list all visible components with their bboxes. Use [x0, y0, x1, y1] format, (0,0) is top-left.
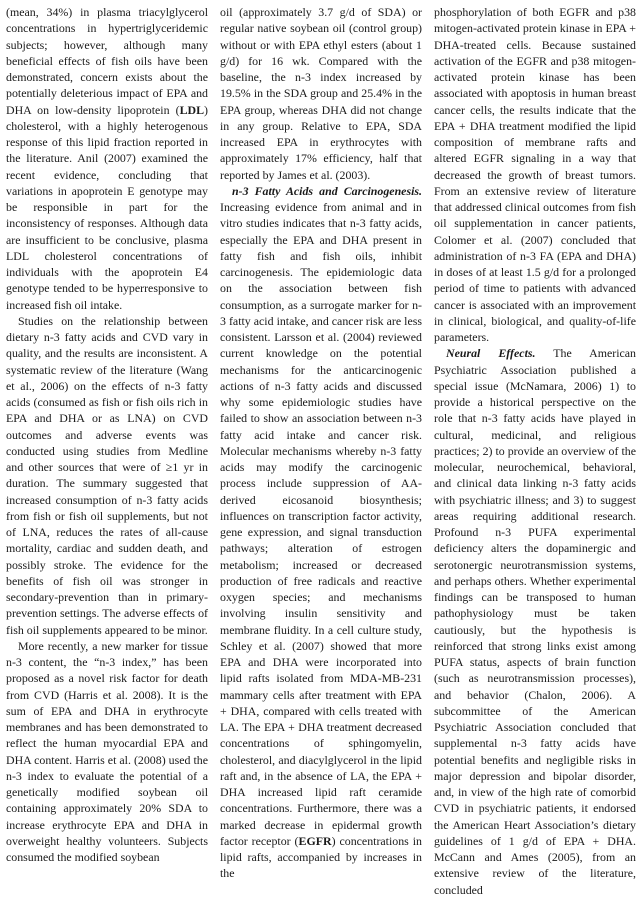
text-column-right [434, 4, 636, 896]
paragraph-text: ) cholesterol, with a highly heterogenous response of this lipid fraction reported in the literature. Anil (2007) examined the recent evidence, concluding that variations in apoprotein E genotype may be responsible in part for the inconsistency of responses. Although data are insufficient to be conclusive, plasma LDL cholesterol concentrations of individuals with the apoprotein E4 genotype tended to be hyperresponsive to increased fish oil intake. [6, 102, 208, 312]
paragraph [6, 638, 208, 866]
paragraph-text: (mean, 34%) in plasma triacylglycerol concentrations in hypertriglyceridemic subjects; however, although many beneficial effects of fish oils have been demonstrated, concern exists about the potentially deleterious impact of EPA and DHA on low-density lipoprotein ( [6, 5, 208, 117]
paragraph [220, 183, 422, 882]
paragraph-text: Increasing evidence from animal and in vitro studies indicates that n-3 fatty acids, especially the EPA and DHA present in fatty fish and fish oils, inhibit carcinogenesis. The epidemiologic data on the association between fish consumption, as a surrogate marker for n-3 fatty acid intake, and cancer risk are less consistent. Larsson et al. (2004) reviewed current knowledge on the potential mechanisms for the anticarcinogenic actions of n-3 fatty acids and discussed why some epidemiologic studies have failed to show an association between n-3 fatty acid intake and cancer risk. Molecular mechanisms whereby n-3 fatty acids may modify the carcinogenic process include suppression of AA-derived eicosanoid biosynthesis; influences on transcription factor activity, gene expression, and signal transduction pathways; alteration of estrogen metabolism; increased or decreased production of free radicals and reactive oxygen species; and mechanisms involving insulin sensitivity and membrane fluidity. In a cell culture study, Schley et al. (2007) showed that more EPA and DHA were incorporated into lipid rafts isolated from MDA-MB-231 mammary cells after treatment with EPA + DHA, compared with cells treated with LA. The EPA + DHA treatment decreased concentrations of sphingomyelin, cholesterol, and diacylglycerol in the lipid raft and, in the absence of LA, the EPA + DHA increased lipid raft ceramide concentrations. Furthermore, there was a marked decrease in epidermal growth factor receptor ( [220, 200, 422, 848]
text-column-left [6, 4, 208, 896]
section-heading: n-3 Fatty Acids and Carcinogenesis. [232, 183, 422, 198]
abbreviation-term: EGFR [298, 833, 332, 848]
paragraph [6, 4, 208, 313]
article-page [6, 4, 636, 896]
paragraph [434, 345, 636, 896]
paragraph-text: phosphorylation of both EGFR and p38 mitogen-activated protein kinase in EPA + DHA-treated cells. Because sustained activation of the EGFR and p38 mitogen-activated protein kinase has been associated with apoptosis in human breast cancer cells, the results indicate that the EPA + DHA treatment modified the lipid composition of membrane rafts and altered EGFR signaling in a way that decreased the growth of breast tumors. From an extensive review of literature that addressed clinical outcomes from fish oil supplementation in cancer patients, Colomer et al. (2007) concluded that administration of n-3 FA (EPA and DHA) in doses of at least 1.5 g/d for a prolonged period of time to patients with advanced cancer is associated with an improvement in clinical, biological, and quality-of-life parameters. [434, 5, 636, 344]
paragraph-text: More recently, a new marker for tissue n-3 content, the “n-3 index,” has been proposed as a novel risk factor for death from CVD (Harris et al. 2008). It is the sum of EPA and DHA in erythrocyte membranes and has been demonstrated to reflect the human myocardial EPA and DHA content. Harris et al. (2008) used the n-3 index to evaluate the potential of a genetically modified soybean oil containing approximately 20% SDA to increase erythrocyte EPA and DHA in overweight healthy volunteers. Subjects consumed the modified soybean [6, 638, 208, 864]
paragraph [434, 4, 636, 345]
paragraph-text: oil (approximately 3.7 g/d of SDA) or regular native soybean oil (control group) without or with EPA ethyl esters (about 1 g/d) for 16 wk. Compared with the baseline, the n-3 index increased by 19.5% in the SDA group and 25.4% in the EPA group, whereas DHA did not change in any group. Relative to EPA, SDA increased EPA in erythrocytes with approximately 17% efficiency, half that reported by James et al. (2003). [220, 5, 422, 182]
text-column-middle [220, 4, 422, 896]
section-heading: Neural Effects. [446, 346, 536, 361]
paragraph [220, 4, 422, 183]
paragraph [6, 313, 208, 638]
abbreviation-term: LDL [179, 102, 205, 117]
paragraph-text: Studies on the relationship between dietary n-3 fatty acids and CVD vary in quality, and the results are inconsistent. A systematic review of the literature (Wang et al., 2006) on the effects of n-3 fatty acids (consumed as fish or fish oils rich in EPA and DHA or as LNA) on CVD outcomes and adverse events was conducted using studies from Medline and other sources that were of ≥1 yr in duration. The summary suggested that increased consumption of n-3 fatty acids from fish or fish oil supplements, but not of LNA, reduces the rates of all-cause mortality, cardiac and sudden death, and possibly stroke. The evidence for the benefits of fish oil was stronger in secondary-prevention than in primary-prevention settings. The adverse effects of fish oil supplements appeared to be minor. [6, 313, 208, 637]
paragraph-text: The American Psychiatric Association published a special issue (McNamara, 2006) 1) to provide a historical perspective on the role that n-3 fatty acids have played in cultural, medicinal, and religious practices; 2) to provide an overview of the molecular, neurochemical, behavioral, and clinical data linking n-3 fatty acids with psychiatric illness; and 3) to suggest areas requiring additional research. Profound n-3 PUFA experimental deficiency alters the dopaminergic and serotonergic neurotransmission systems, and perhaps others. Whether experimental findings can be transposed to human pathophysiology must be taken cautiously, but the hypothesis is reinforced that strong links exist among PUFA status, aspects of brain function (such as neurotransmission processes), and behavior (Chalon, 2006). A subcommittee of the American Psychiatric Association concluded that supplemental n-3 fatty acids have potential benefits and negligible risks in major depression and bipolar disorder, and, in view of the high rate of comorbid CVD in psychiatric patients, it endorsed the American Heart Association’s dietary guidelines of 1 g/d of EPA + DHA. McCann and Ames (2005), from an extensive review of the literature, concluded [434, 346, 636, 896]
paragraph-text: ) concentrations in lipid rafts, accompanied by increases in the [220, 833, 422, 881]
